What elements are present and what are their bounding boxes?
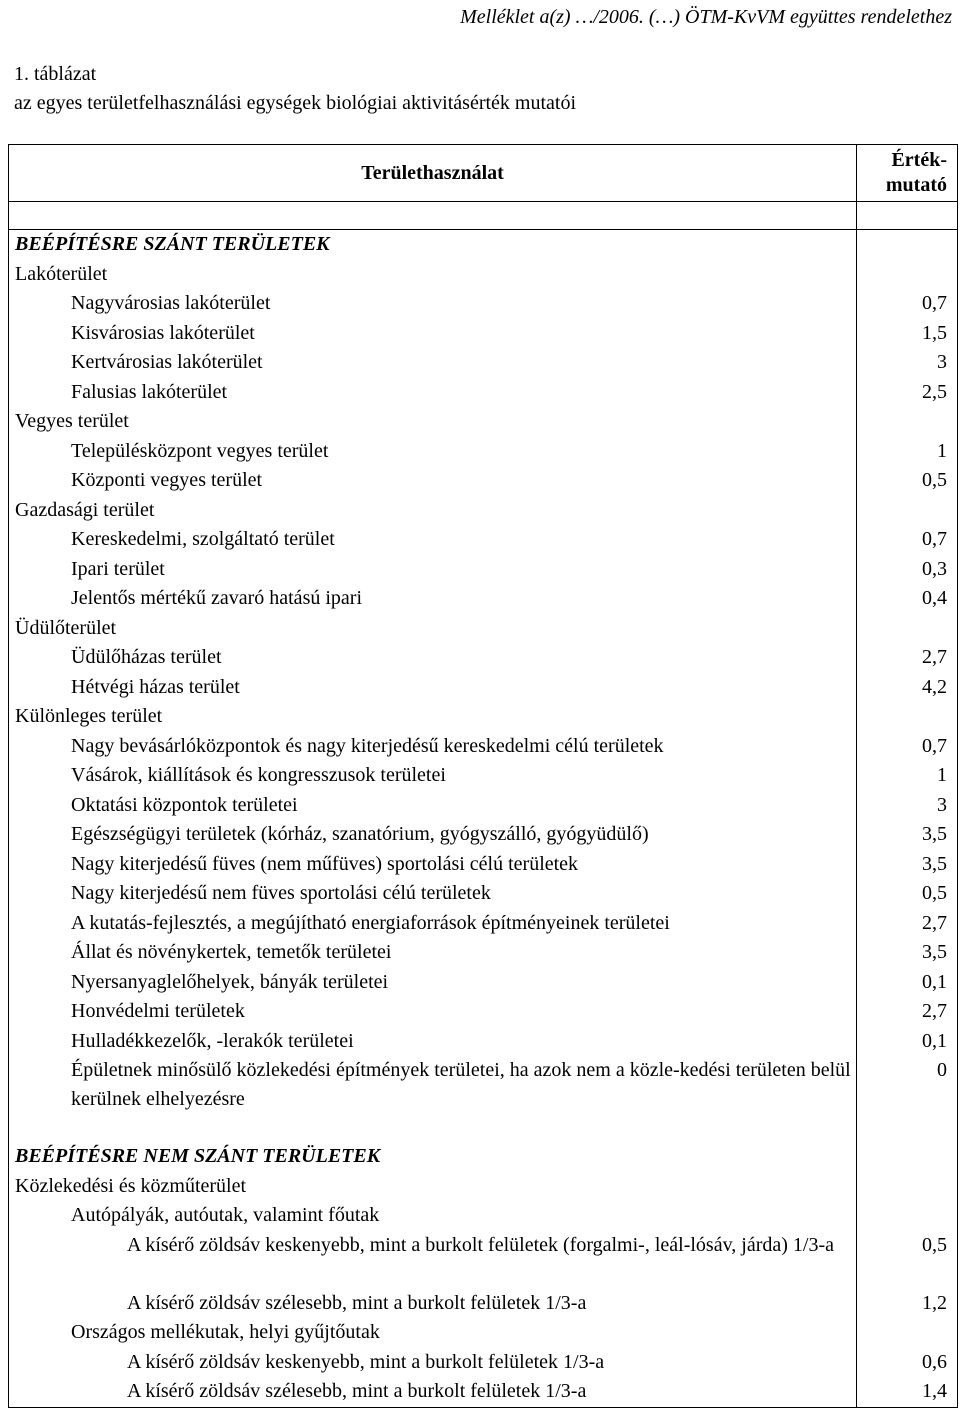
table-row-value: 0,6 (922, 1350, 947, 1373)
table-row-value: 3,5 (922, 823, 947, 845)
table-row-value: 2,5 (922, 380, 947, 403)
table-row-value (857, 1318, 947, 1348)
table-row-label: Központi vegyes terület (71, 469, 263, 491)
table-row-value: 0,7 (922, 292, 947, 314)
section-gap (15, 1114, 856, 1142)
column-header-value-line-2: mutató (885, 174, 947, 196)
table-row-label: A kísérő zöldsáv keskenyebb, mint a burkolt felületek 1/3-a (127, 1350, 605, 1373)
column-header-value (857, 145, 958, 202)
table-row-label: Üdülőházas terület (71, 646, 222, 668)
table-row-value (857, 496, 947, 526)
biological-activity-table (8, 144, 958, 1408)
table-row-label: Nagy bevásárlóközpontok és nagy kiterjedésű kereskedelmi célú területek (71, 734, 664, 757)
table-row-value: 0,1 (922, 970, 947, 993)
table-row-label: Üdülőterület (15, 616, 117, 639)
table-row-value: 0,7 (922, 528, 947, 550)
table-row-value: 0,3 (922, 557, 947, 580)
table-row-label: Vegyes terület (15, 410, 129, 432)
table-row-value: 4,2 (922, 675, 947, 698)
table-row-label: Hétvégi házas terület (71, 675, 240, 698)
table-row-value (857, 1201, 947, 1231)
table-row-label: Falusias lakóterület (71, 380, 228, 403)
table-row-label: Kisvárosias lakóterület (71, 321, 255, 344)
table-row-label: A kísérő zöldsáv szélesebb, mint a burkolt felületek 1/3-a (127, 1380, 587, 1402)
table-row-value: 2,7 (922, 911, 947, 934)
table-row-value (857, 1172, 947, 1202)
section-title-value (857, 230, 947, 260)
table-row-label: Településközpont vegyes terület (71, 439, 329, 462)
table-row-value: 1 (937, 764, 947, 786)
table-row-label: Kertvárosias lakóterület (71, 351, 263, 373)
table-row-value: 3,5 (922, 852, 947, 875)
table-row-value: 0 (937, 1059, 947, 1081)
table-row-value: 1 (937, 439, 947, 462)
section-title: BEÉPÍTÉSRE SZÁNT TERÜLETEK (15, 233, 330, 255)
table-row-value: 0,5 (922, 882, 947, 904)
table-row-label: Jelentős mértékű zavaró hatású ipari (71, 587, 362, 609)
table-row-label: A kutatás-fejlesztés, a megújítható energiaforrások építményeinek területei (71, 911, 670, 934)
table-row-label: A kísérő zöldsáv keskenyebb, mint a burkolt felületek (forgalmi-, leál-lósáv, járda) 1/3-a (127, 1233, 835, 1256)
table-row-label: A kísérő zöldsáv szélesebb, mint a burkolt felületek 1/3-a (127, 1291, 587, 1314)
table-row-value: 2,7 (922, 1000, 947, 1022)
table-row-label: Oktatási központok területei (71, 793, 298, 816)
table-row-value: 0,5 (922, 1233, 947, 1256)
section-gap (857, 1114, 947, 1142)
table-row-value: 0,7 (922, 734, 947, 757)
table-row-value: 1,4 (922, 1380, 947, 1402)
table-row-label: Ipari terület (71, 557, 165, 580)
table-row-value: 1,5 (922, 321, 947, 344)
table-row-value: 0,5 (922, 469, 947, 491)
table-header-row (9, 145, 958, 202)
section-title-value (857, 1142, 947, 1172)
table-row-label: Nagy kiterjedésű nem füves sportolási célú területek (71, 882, 491, 904)
header-note: Melléklet a(z) …/2006. (…) ÖTM-KvVM együttes rendelethez (460, 6, 952, 28)
table-row-label: Állat és növénykertek, temetők területei (71, 941, 392, 963)
table-row-label: Nagy kiterjedésű füves (nem műfüves) sportolási célú területek (71, 852, 579, 875)
table-body-row (9, 230, 958, 1408)
table-row-label: Autópályák, autóutak, valamint főutak (71, 1204, 380, 1226)
value-column (857, 230, 947, 1407)
table-row-label: Hulladékkezelők, -lerakók területei (71, 1029, 354, 1052)
table-row-label: Nyersanyaglelőhelyek, bányák területei (71, 970, 389, 993)
table-row-value: 1,2 (922, 1291, 947, 1314)
table-row-label: Közlekedési és közműterület (15, 1174, 247, 1197)
column-header-land-use: Területhasználat (9, 145, 857, 202)
table-row-value: 2,7 (922, 646, 947, 668)
table-row-value (857, 702, 947, 732)
table-row-label: Különleges terület (15, 705, 163, 727)
section-title: BEÉPÍTÉSRE NEM SZÁNT TERÜLETEK (15, 1145, 381, 1167)
table-row-label: Honvédelmi területek (71, 1000, 245, 1022)
caption-line-1: 1. táblázat (14, 63, 97, 85)
table-row-value (857, 614, 947, 644)
table-caption (14, 60, 576, 118)
table-row-label: Épületnek minősülő közlekedési építmények területei, ha azok nem a közle-kedési területen belül kerülnek elhelyezésre (71, 1059, 851, 1110)
table-row-value (857, 407, 947, 437)
table-row-label: Gazdasági terület (15, 498, 155, 521)
table-row-label: Nagyvárosias lakóterület (71, 292, 271, 314)
land-use-cell (9, 230, 857, 1408)
land-use-column (15, 230, 856, 1407)
table-row-value (857, 260, 947, 290)
table-row-label: Lakóterület (15, 262, 108, 285)
table-row-value: 0,4 (922, 587, 947, 609)
table-row-value: 3 (937, 793, 947, 816)
table-row-value: 0,1 (922, 1029, 947, 1052)
table-row-value: 3 (937, 351, 947, 373)
table-row-label: Egészségügyi területek (kórház, szanatórium, gyógyszálló, gyógyüdülő) (71, 823, 649, 845)
table-row-label: Vásárok, kiállítások és kongresszusok területei (71, 764, 446, 786)
column-header-value-line-1: Érték- (891, 149, 947, 171)
table-row-label: Országos mellékutak, helyi gyűjtőutak (71, 1321, 380, 1343)
table-row-value: 3,5 (922, 941, 947, 963)
caption-line-2: az egyes területfelhasználási egységek biológiai aktivitásérték mutatói (14, 92, 577, 114)
value-cell (857, 230, 958, 1408)
table-row-label: Kereskedelmi, szolgáltató terület (71, 528, 335, 550)
spacer-row (9, 202, 958, 230)
